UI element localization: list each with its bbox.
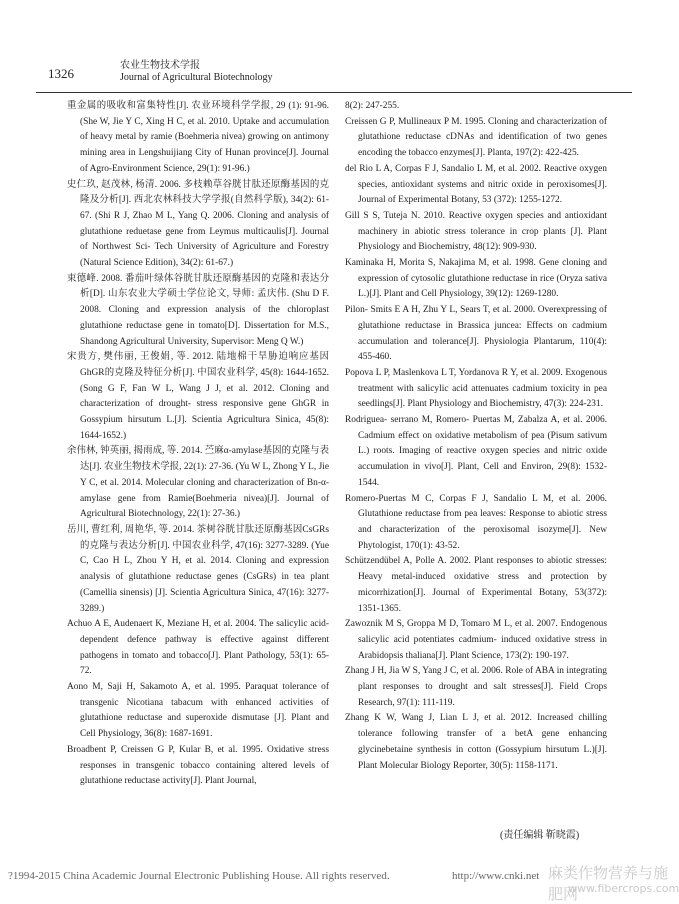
reference-entry: Rodriguea- serrano M, Romero- Puertas M, Zabalza A, et al. 2006. Cadmium effect on oxidative metabolism of pea (Pisum sativum L.) roots. Imaging of reactive oxygen species and nitric oxide accumulation in vivo[J]. Plant, Cell and Environ, 29(8): 1532-1544. [345,415,607,488]
reference-entry: Gill S S, Tuteja N. 2010. Reactive oxygen species and antioxidant machinery in abiotic stress tolerance in crop plants [J]. Plant Physiology and Biochemistry, 48(12): 909-930. [345,210,607,253]
reference-entry: Schützendübel A, Polle A. 2002. Plant responses to abiotic stresses: Heavy metal-induced oxidative stress and protection by micorrhization[J]. Journal of Experimental Botany, 53(372): 1351-1365. [345,556,607,614]
responsible-editor: (责任编辑 靳晓霞) [500,830,580,841]
reference-entry: Zhang K W, Wang J, Lian L J, et al. 2012. Increased chilling tolerance following transfer of a betA gene enhancing glycinebetaine synthesis in cotton (Gossypium hirsutum L.)[J]. Plant Molecular Biology Reporter, 30(5): 1158-1171. [345,713,607,771]
reference-entry: 余伟林, 钟英丽, 揭雨成, 等. 2014. 苎麻α-amylase基因的克隆与表达[J]. 农业生物技术学报, 22(1): 27-36. (Yu W L, Zhong Y L, Jie Y C, et al. 2014. Molecular cloning and characterization of Bn-α-amylase gene from Ramie(Boehmeria nivea)[J]. Journal of Agricultural Biotechnology, 22(1): 27-36.) [67,446,329,520]
page-header [36,50,636,94]
reference-entry: 宋贵方, 樊伟丽, 王俊娟, 等. 2012. 陆地棉干旱胁迫响应基因GhGR的克隆及特征分析[J]. 中国农业科学, 45(8): 1644-1652. (Song G F, Fan W L, Wang J J, et al. 2012. Cloning and characterization of drought- stress responsive gene GhGR in Gossypium hirsutum L.[J]. Scientia Agricultura Sinica, 45(8): 1644-1652.) [67,352,329,441]
watermark-en: www.fibercrops.com [568,882,679,895]
reference-entry: 束德峰. 2008. 番茄叶绿体谷胱甘肽还原酶基因的克隆和表达分析[D]. 山东农业大学硕士学位论文, 导师: 孟庆伟. (Shu D F. 2008. Cloning and expression analysis of the chloroplast glutathione reductase gene in tomato[D]. Dissertation for M.S., Shandong Agricultural University, Supervisor: Meng Q W.) [67,273,329,347]
page-number: 1326 [48,66,74,81]
copyright-footer: ?1994-2015 China Academic Journal Electronic Publishing House. All rights reserved. [8,870,390,882]
reference-entry: Achuo A E, Audenaert K, Meziane H, et al. 2004. The salicylic acid- dependent defence pathway is effective against different pathogens in tomato and tobacco[J]. Plant Pathology, 53(1): 65-72. [67,619,329,677]
reference-entry: Kaminaka H, Morita S, Nakajima M, et al. 1998. Gene cloning and expression of cytosolic glutathione reductase in rice (Oryza sativa L.)[J]. Plant and Cell Physiology, 39(12): 1269-1280. [345,258,607,300]
reference-entry: 史仁玖, 赵茂林, 杨清. 2006. 多枝赖草谷胱甘肽还原酶基因的克隆及分析[J]. 西北农林科技大学学报(自然科学版), 34(2): 61-67. (Shi R J, Zhao M L, Yang Q. 2006. Cloning and analysis of glutathione reduetase gene from Leymus multicaulis[J]. Journal of Northwest Sci- Tech University of Agriculture and Forestry (Natural Science Edition), 34(2): 61-67.) [67,179,329,269]
reference-entry: Broadbent P, Creissen G P, Kular B, et al. 1995. Oxidative stress responses in transgenic tobacco containing altered levels of glutathione reductase activity[J]. Plant Journal, [67,744,329,787]
reference-entry: Creissen G P, Mullineaux P M. 1995. Cloning and characterization of glutathione reductase cDNAs and identification of two genes encoding the tobacco enzymes[J]. Planta, 197(2): 422-425. [345,116,607,159]
reference-entry: Romero-Puertas M C, Corpas F J, Sandalio L M, et al. 2006. Glutathione reductase from pea leaves: Response to abiotic stress and characterization of the peroxisomal isozyme[J]. New Phytologist, 170(1): 43-52. [345,493,607,551]
reference-entry: del Rio L A, Corpas F J, Sandalio L M, et al. 2002. Reactive oxygen species, antioxidant systems and nitric oxide in peroxisomes[J]. Journal of Experimental Botany, 53 (372): 1255-1272. [345,163,607,206]
reference-entry: Aono M, Saji H, Sakamoto A, et al. 1995. Paraquat tolerance of transgenic Nicotiana tabacum with enhanced activities of glutathione reductase and superoxide dismutase [J]. Plant and Cell Physiology, 36(8): 1687-1691. [67,682,329,740]
references-left-column [67,99,329,790]
header-rule [36,92,632,93]
reference-entry: Zawoznik M S, Groppa M D, Tomaro M L, et al. 2007. Endogenous salicylic acid potentiates cadmium- induced oxidative stress in Arabidopsis thaliana[J]. Plant Science, 173(2): 190-197. [345,619,607,661]
reference-entry: 重金属的吸收和富集特性[J]. 农业环境科学学报, 29 (1): 91-96. (She W, Jie Y C, Xing H C, et al. 2010. Uptake and accumulation of heavy metal by ramie (Boehmeria nivea) growing on antimony mining area in Lengshuijiang City of Hunan province[J]. Journal of Agro-Environment Science, 29(1): 91-96.) [67,101,329,174]
reference-entry-continued: 8(2): 247-255. [345,101,400,111]
watermark-cn: 麻类作物营养与施肥网 [548,864,669,903]
journal-title-en: Journal of Agricultural Biotechnology [120,72,273,83]
reference-entry: Popova L P, Maslenkova L T, Yordanova R Y, et al. 2009. Exogenous treatment with salicylic acid attenuates cadmium toxicity in pea seedlings[J]. Plant Physiology and Biochemistry, 47(3): 224-231. [345,367,607,410]
reference-entry: Pilon- Smits E A H, Zhu Y L, Sears T, et al. 2000. Overexpressing of glutathione reductase in Brassica juncea: Effects on cadmium accumulation and tolerance[J]. Physiologia Plantarum, 110(4): 455-460. [345,305,607,363]
website-link[interactable]: http://www.cnki.net [452,870,540,882]
journal-title-cn: 农业生物技术学报 [120,60,200,71]
reference-entry: Zhang J H, Jia W S, Yang J C, et al. 2006. Role of ABA in integrating plant responses to drought and salt stresses[J]. Field Crops Research, 97(1): 111-119. [345,666,607,708]
reference-entry: 岳川, 曹红利, 周艳华, 等. 2014. 茶树谷胱甘肽还原酶基因CsGRs的克隆与表达分析[J]. 中国农业科学, 47(16): 3277-3289. (Yue C, Cao H L, Zhou Y H, et al. 2014. Cloning and expression analysis of glutathione reductase genes (CsGRs) in tea plant (Camellia sinensis) [J]. Scientia Agricultura Sinica, 47(16): 3277-3289.) [67,524,329,614]
references-right-column [345,99,607,774]
